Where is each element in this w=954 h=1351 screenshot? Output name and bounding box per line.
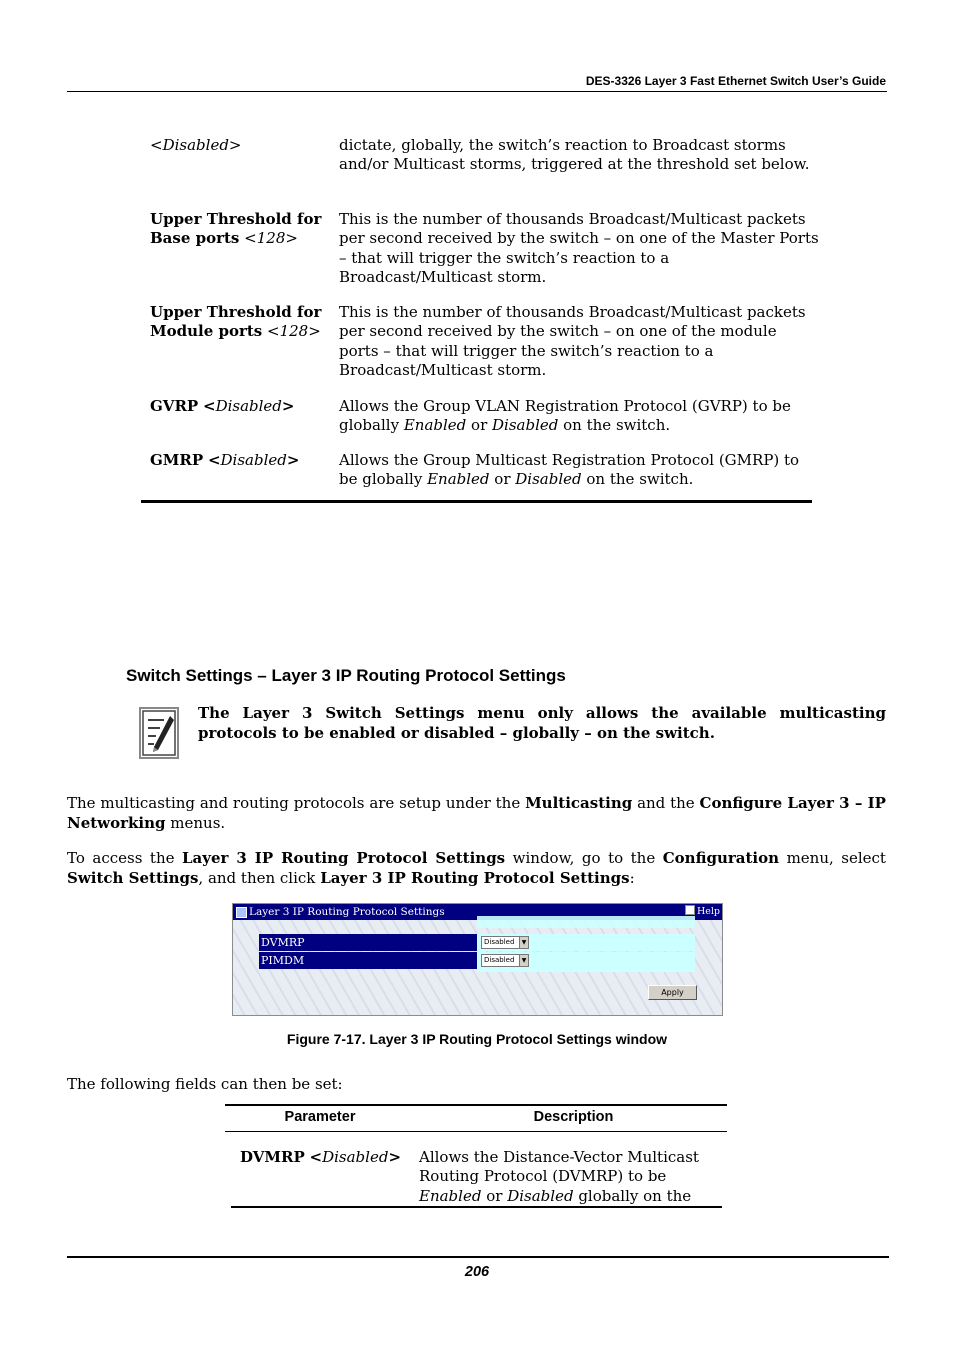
param-desc-gvrp: Allows the Group VLAN Registration Protocol (GVRP) to be globally Enabled or Disabled on the switch. [339, 397, 791, 435]
help-icon [685, 905, 695, 915]
param-name-gvrp: GVRP <Disabled> [150, 397, 295, 415]
pimdm-cell [477, 952, 695, 969]
dvmrp-select[interactable]: Disabled ▼ [481, 936, 529, 949]
param-table-header-rule [225, 1131, 727, 1132]
dvmrp-label: DVMRP [259, 934, 479, 951]
routing-protocol-window [232, 903, 723, 1016]
note-text: The Layer 3 Switch Settings menu only allows the available multicasting protocols to be enabled or disabled – globally – on the switch. [198, 704, 886, 742]
chevron-down-icon: ▼ [519, 955, 528, 966]
header-rule [67, 91, 887, 92]
fields-intro: The following fields can then be set: [67, 1075, 343, 1093]
param-table-header-description: Description [533, 1109, 614, 1125]
table-bottom-rule [141, 500, 812, 503]
param-name-base-threshold: Upper Threshold for Base ports <128> [150, 210, 322, 248]
param-desc-storm-reaction: dictate, globally, the switch’s reaction to Broadcast storms and/or Multicast storms, triggered at the threshold set below. [339, 136, 810, 174]
dvmrp-cell [477, 934, 695, 951]
value-area-bottom [477, 969, 695, 972]
help-link[interactable]: Help [685, 904, 720, 920]
param-name-dvmrp: DVMRP <Disabled> [240, 1148, 402, 1166]
paragraph-access: To access the Layer 3 IP Routing Protocol Settings window, go to the Configuration menu, select Switch Settings, and then click Layer 3 IP Routing Protocol Settings: [67, 849, 886, 887]
pimdm-label: PIMDM [259, 952, 479, 969]
param-desc-dvmrp: Allows the Distance-Vector Multicast Routing Protocol (DVMRP) to be Enabled or Disabled globally on the [419, 1148, 699, 1205]
param-table-header-parameter: Parameter [284, 1109, 356, 1125]
param-name-gmrp: GMRP <Disabled> [150, 451, 300, 469]
param-desc-module-threshold: This is the number of thousands Broadcast/Multicast packets per second received by the switch – on one of the module ports – that will trigger the switch’s reaction to a Broadcast/Multicast storm. [339, 303, 806, 379]
window-app-icon [236, 907, 247, 918]
section-heading: Switch Settings – Layer 3 IP Routing Protocol Settings [126, 666, 566, 685]
apply-button[interactable]: Apply [648, 985, 697, 1000]
paragraph-setup: The multicasting and routing protocols are setup under the Multicasting and the Configure Layer 3 – IP Networking menus. [67, 794, 886, 832]
chevron-down-icon: ▼ [519, 937, 528, 948]
footer-rule [67, 1256, 889, 1258]
param-table-top-rule [225, 1104, 727, 1106]
page-number: 206 [464, 1264, 490, 1280]
window-title: Layer 3 IP Routing Protocol Settings [249, 906, 445, 918]
param-name-module-threshold: Upper Threshold for Module ports <128> [150, 303, 322, 341]
param-table-bottom-rule [231, 1206, 722, 1208]
param-desc-base-threshold: This is the number of thousands Broadcast/Multicast packets per second received by the switch – on one of the Master Ports – that will trigger the switch’s reaction to a Broadcast/Multicast storm. [339, 210, 819, 286]
param-name-disabled: <Disabled> [150, 136, 242, 154]
value-area-top [477, 916, 695, 928]
pencil-note-icon [138, 706, 182, 762]
param-desc-gmrp: Allows the Group Multicast Registration Protocol (GMRP) to be globally Enabled or Disabled on the switch. [339, 451, 800, 489]
pimdm-select[interactable]: Disabled ▼ [481, 954, 529, 967]
header-title: DES-3326 Layer 3 Fast Ethernet Switch User’s Guide [585, 74, 886, 88]
figure-caption: Figure 7-17. Layer 3 IP Routing Protocol Settings window [286, 1031, 668, 1047]
